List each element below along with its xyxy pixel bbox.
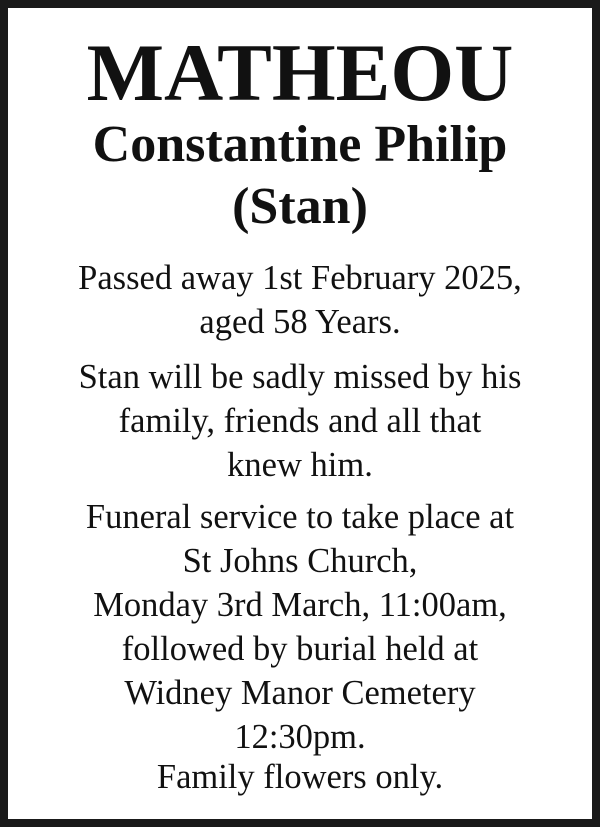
passing-paragraph xyxy=(8,256,592,344)
paragraph-line: 12:30pm. xyxy=(234,718,366,756)
paragraph-line: family, friends and all that xyxy=(118,402,482,440)
paragraph-line: aged 58 Years. xyxy=(199,303,401,341)
paragraph-line: Funeral service to take place at xyxy=(85,498,515,536)
paragraph-line: Stan will be sadly missed by his xyxy=(78,358,522,396)
paragraph-line: St Johns Church, xyxy=(182,542,418,580)
funeral-details-paragraph xyxy=(8,495,592,759)
paragraph-line: Widney Manor Cemetery xyxy=(124,674,476,712)
known-as-heading: (Stan) xyxy=(232,178,368,235)
tribute-paragraph xyxy=(8,355,592,487)
paragraph-line: Family flowers only. xyxy=(156,758,444,796)
paragraph-line: followed by burial held at xyxy=(121,630,479,668)
paragraph-line: Monday 3rd March, 11:00am, xyxy=(93,586,507,624)
given-names-heading: Constantine Philip xyxy=(92,116,508,173)
flowers-paragraph xyxy=(8,755,592,799)
paragraph-line: knew him. xyxy=(227,446,373,484)
surname-heading: MATHEOU xyxy=(86,27,514,118)
paragraph-line: Passed away 1st February 2025, xyxy=(78,259,522,297)
